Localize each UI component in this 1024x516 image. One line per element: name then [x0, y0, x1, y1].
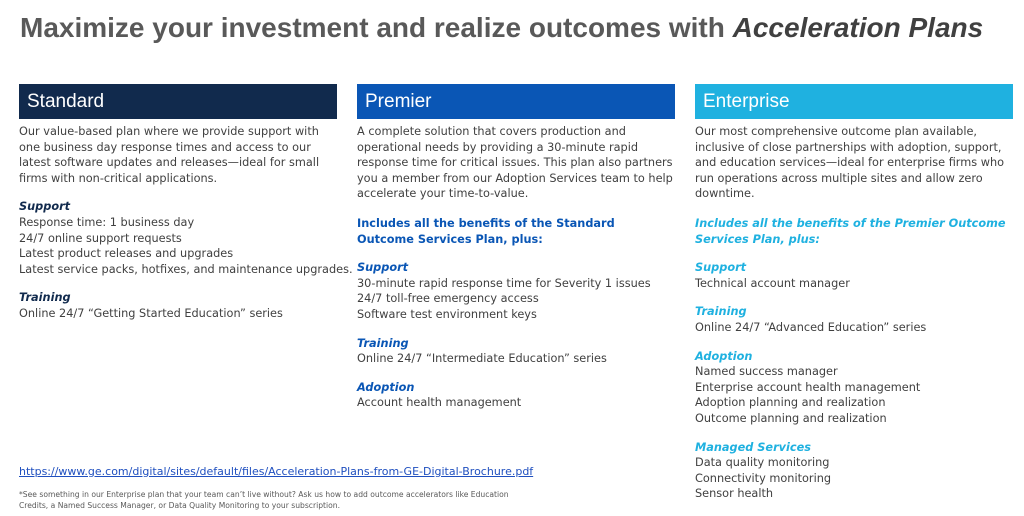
section-item: 24/7 online support requests — [19, 231, 182, 245]
plan-description-enterprise: Our most comprehensive outcome plan available, inclusive of close partnerships with adoption, support, and education services—ideal for enterprise firms who run operations across multiple sites and allow zero downtime. — [695, 125, 1005, 201]
plan-header-standard: Standard — [19, 84, 337, 119]
section-item: Latest service packs, hotfixes, and maintenance upgrades. — [19, 262, 353, 276]
page-title-emphasis: Acceleration Plans — [732, 12, 984, 43]
plan-section-training — [695, 304, 1013, 335]
section-item: Online 24/7 “Intermediate Education” series — [357, 352, 607, 366]
plan-column-standard — [19, 84, 353, 322]
section-item: Named success manager — [695, 365, 838, 379]
section-title: Training — [357, 336, 409, 350]
section-item: Enterprise account health management — [695, 380, 921, 394]
section-item: Adoption planning and realization — [695, 396, 886, 410]
section-title: Support — [695, 261, 747, 275]
brochure-link[interactable]: https://www.ge.com/digital/sites/default/files/Acceleration-Plans-from-GE-Digital-Brochure.pdf — [19, 465, 534, 478]
page-title-prefix: Maximize your investment and realize outcomes with — [20, 12, 733, 43]
section-item: Sensor health — [695, 487, 774, 501]
plan-section-support — [357, 260, 675, 322]
section-item: 24/7 toll-free emergency access — [357, 292, 539, 306]
footnote: *See something in our Enterprise plan that your team can’t live without? Ask us how to add outcome accelerators like Education Credits, a Named Success Manager, or Data Quality Monitoring to your subscription. — [19, 490, 509, 510]
section-item: Connectivity monitoring — [695, 471, 832, 485]
plan-section-managed-services — [695, 440, 1013, 502]
plan-section-training — [357, 336, 675, 367]
section-item: Data quality monitoring — [695, 456, 830, 470]
plan-section-adoption — [695, 349, 1013, 427]
section-item: Response time: 1 business day — [19, 215, 195, 229]
section-title: Support — [357, 261, 409, 275]
plan-section-adoption — [357, 380, 675, 411]
plan-includes-premier: Includes all the benefits of the Standard Outcome Services Plan, plus: — [357, 216, 615, 246]
section-item: Latest product releases and upgrades — [19, 247, 234, 261]
section-item: Online 24/7 “Advanced Education” series — [695, 320, 927, 334]
plan-column-enterprise — [695, 84, 1013, 502]
section-title: Support — [19, 200, 71, 214]
section-item: Account health management — [357, 396, 522, 410]
section-title: Training — [695, 305, 747, 319]
page-title — [20, 12, 983, 44]
plan-section-support — [19, 199, 353, 277]
plan-section-training — [19, 290, 337, 321]
section-title: Adoption — [357, 380, 415, 394]
section-title: Training — [19, 291, 71, 305]
section-item: Outcome planning and realization — [695, 411, 887, 425]
plan-description-premier: A complete solution that covers production and operational needs by providing a 30-minute rapid response time for critical issues. This plan also partners you a member from our Adoption Services team to help accelerate your time-to-value. — [357, 125, 673, 201]
plan-includes-enterprise: Includes all the benefits of the Premier Outcome Services Plan, plus: — [695, 216, 1006, 246]
section-item: Software test environment keys — [357, 307, 537, 321]
section-item: Technical account manager — [695, 276, 850, 290]
plan-section-support — [695, 260, 1013, 291]
plan-description-standard: Our value-based plan where we provide support with one business day response times and access to our latest software updates and releases—ideal for small firms with non-critical applications. — [19, 125, 320, 185]
section-item: Online 24/7 “Getting Started Education” series — [19, 306, 283, 320]
section-title: Adoption — [695, 349, 753, 363]
plan-column-premier — [357, 84, 675, 411]
plan-header-enterprise: Enterprise — [695, 84, 1013, 119]
section-item: 30-minute rapid response time for Severity 1 issues — [357, 276, 651, 290]
plan-header-premier: Premier — [357, 84, 675, 119]
section-title: Managed Services — [695, 440, 811, 454]
